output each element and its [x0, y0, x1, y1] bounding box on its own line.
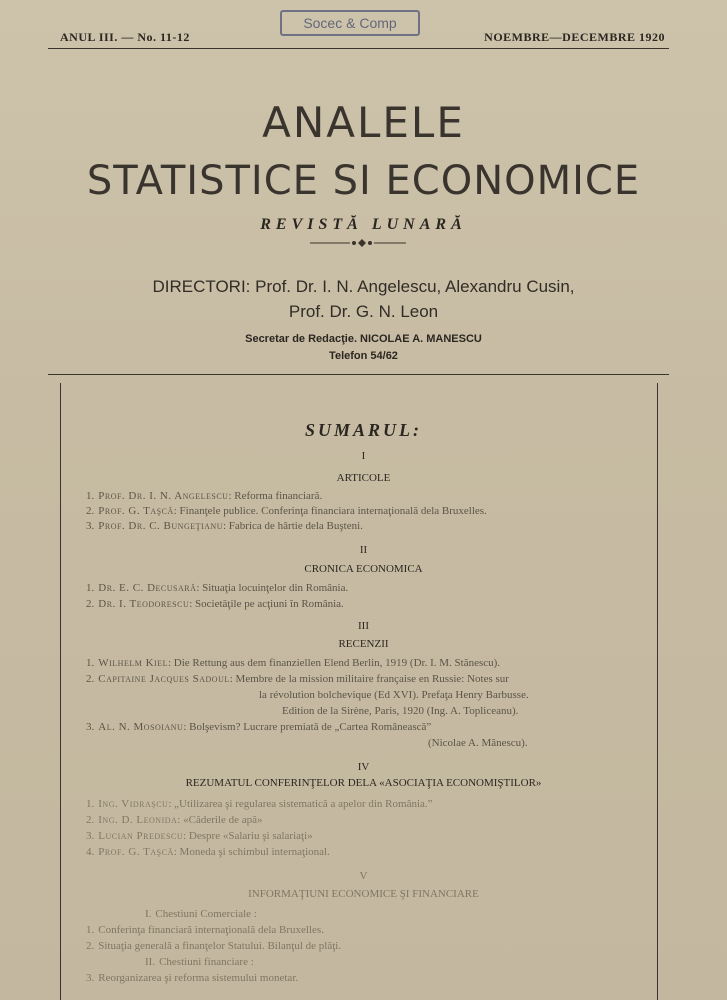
issue-line: [48, 30, 669, 48]
list-item: 4. Prof. G. Taşcă: Moneda şi schimbul internaţional.: [86, 846, 330, 858]
list-item: 3. Reorganizarea şi reforma sistemului monetar.: [86, 972, 299, 984]
list-item: II. Chestiuni financiare :: [145, 956, 254, 968]
list-item: 1. Dr. E. C. Decusară: Situaţia locuinţelor din România.: [86, 582, 349, 594]
list-item: 3. Prof. Dr. C. Bungeţianu: Fabrica de hârtie dela Buşteni.: [86, 520, 363, 532]
phone-line: Telefon 54/62: [329, 350, 398, 362]
top-rule: [48, 48, 669, 49]
list-item: 1. Prof. Dr. I. N. Angelescu: Reforma financiară.: [86, 490, 323, 502]
section-5-title: INFORMAŢIUNI ECONOMICE ŞI FINANCIARE: [248, 888, 479, 900]
section-4-title: REZUMATUL CONFERINŢELOR DELA «ASOCIAŢIA ECONOMIŞTILOR»: [185, 777, 542, 789]
section-5-roman: V: [359, 870, 368, 882]
section-3-roman: III: [358, 620, 369, 632]
section-2-roman: II: [359, 544, 368, 556]
section-1-roman: I: [361, 450, 366, 462]
issue-number: ANUL III. — No. 11-12: [60, 30, 190, 44]
ornament-divider: [310, 238, 406, 248]
list-item-continuation: Edition de la Sirène, Paris, 1920 (Ing. A. Topliceanu).: [282, 705, 519, 717]
issue-date: NOEMBRE—DECEMBRE 1920: [484, 30, 665, 44]
list-item: 2. Situaţia generală a finanţelor Statului. Bilanţul de plăţi.: [86, 940, 342, 952]
list-item-continuation: la révolution bolchevique (Ed XVI). Prefaţa Henry Barbusse.: [259, 689, 529, 701]
directors-line-2: Prof. Dr. G. N. Leon: [288, 302, 439, 321]
subtitle: REVISTĂ LUNARĂ: [260, 216, 467, 233]
list-item: 2. Capitaine Jacques Sadoul: Membre de la mission militaire française en Russie: Notes sur: [86, 673, 509, 685]
list-item: 2. Dr. I. Teodorescu: Societăţile pe acţiuni în România.: [86, 598, 344, 610]
content-rule: [48, 374, 669, 375]
list-item: 3. Al. N. Mosoianu: Bolşevism? Lucrare premiată de „Cartea Românească”: [86, 721, 432, 733]
section-4-roman: IV: [357, 761, 370, 773]
list-item: 1. Ing. Vidrașcu: „Utilizarea şi regularea sistematică a apelor din România.”: [86, 798, 433, 810]
list-item: 1. Wilhelm Kiel: Die Rettung aus dem finanziellen Elend Berlin, 1919 (Dr. I. M. Stănescu).: [86, 657, 501, 669]
list-item: I. Chestiuni Comerciale :: [145, 908, 257, 920]
directors-line-1: DIRECTORI: Prof. Dr. I. N. Angelescu, Alexandru Cusin,: [152, 277, 575, 296]
section-2-title: CRONICA ECONOMICA: [304, 563, 423, 575]
section-3-title: RECENZII: [338, 638, 389, 650]
secretary-block: [0, 331, 727, 365]
list-item: 2. Prof. G. Taşcă: Finanţele publice. Conferinţa financiara internaţională dela Bruxelles.: [86, 505, 487, 517]
secretary-line: Secretar de Redacţie. NICOLAE A. MANESCU: [245, 333, 482, 345]
publisher-stamp: Socec & Comp: [280, 10, 420, 36]
list-item: 3. Lucian Predescu: Despre «Salariu şi salariaţi»: [86, 830, 313, 842]
list-item: 1. Conferinţa financiară internaţională dela Bruxelles.: [86, 924, 324, 936]
directors-block: [0, 274, 727, 324]
list-item: 2. Ing. D. Leonida: «Căderile de apă»: [86, 814, 263, 826]
list-item-continuation: (Nicolae A. Mănescu).: [428, 737, 528, 749]
summary-heading: SUMARUL:: [304, 420, 422, 440]
section-1-title: ARTICOLE: [336, 472, 391, 484]
title-line-1: ANALELE: [262, 98, 465, 147]
title-line-2: STATISTICE SI ECONOMICE: [86, 158, 641, 204]
